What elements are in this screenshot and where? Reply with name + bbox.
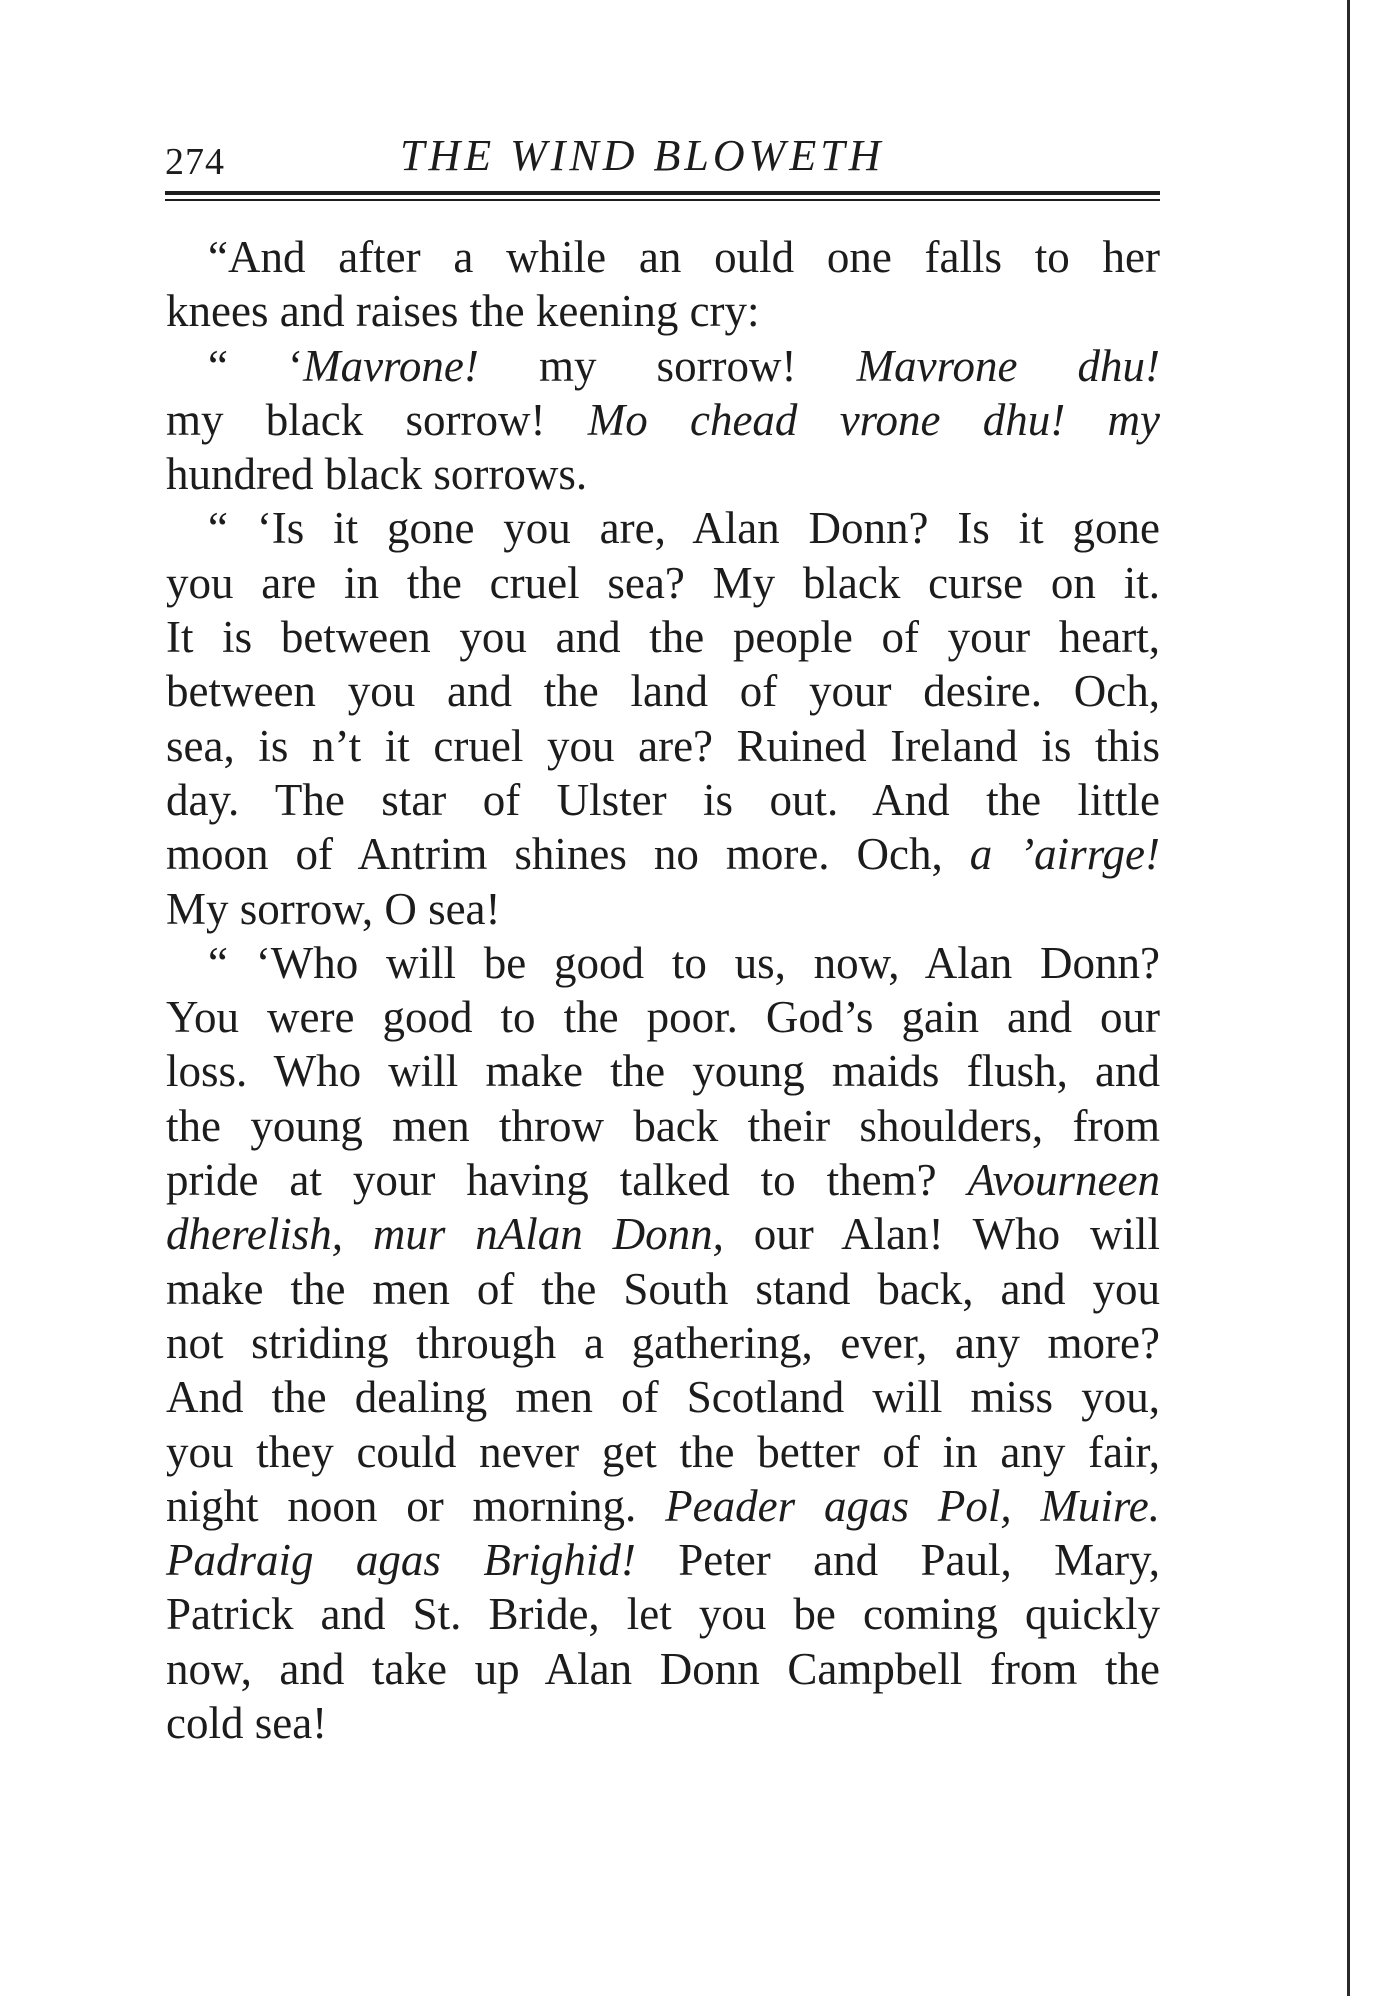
text-segment: Peter and Paul, Mary,: [635, 1535, 1160, 1586]
text-line: [166, 447, 1160, 501]
text-line: [166, 1642, 1160, 1696]
header-rule-thin: [165, 199, 1160, 201]
italic-phrase: Padraig agas Brighid!: [166, 1535, 636, 1586]
text-segment: My sorrow, O sea!: [166, 883, 501, 934]
text-segment: make the men of the South stand back, and you: [166, 1263, 1160, 1314]
text-segment: Patrick and St. Bride, let you be coming quickly: [166, 1589, 1160, 1640]
italic-phrase: Mo chead vrone dhu! my: [587, 394, 1160, 445]
text-segment: “ ‘: [208, 340, 304, 391]
text-line: [166, 1207, 1160, 1261]
text-segment: “ ‘Is it gone you are, Alan Donn? Is it gone: [208, 503, 1160, 554]
text-line: [166, 501, 1160, 555]
header-rule-thick: [165, 191, 1160, 195]
text-line: [166, 230, 1160, 284]
body-text: [166, 230, 1160, 1750]
text-segment: moon of Antrim shines no more. Och,: [166, 829, 970, 880]
text-line: [166, 1262, 1160, 1316]
text-line: [166, 1587, 1160, 1641]
text-segment: hundred black sorrows.: [166, 449, 588, 500]
italic-phrase: a ’airrge!: [969, 829, 1160, 880]
page-edge-rule: [1347, 0, 1350, 1996]
text-segment: our Alan! Who will: [723, 1209, 1160, 1260]
text-segment: pride at your having talked to them?: [166, 1155, 968, 1206]
italic-phrase: Mavrone!: [303, 340, 479, 391]
text-segment: loss. Who will make the young maids flush, and: [166, 1046, 1160, 1097]
text-line: [166, 1425, 1160, 1479]
text-line: [166, 556, 1160, 610]
italic-phrase: dherelish, mur nAlan Donn,: [166, 1209, 724, 1260]
text-segment: sea, is n’t it cruel you are? Ruined Ireland is this: [166, 720, 1160, 771]
text-line: [166, 610, 1160, 664]
page-number: 274: [165, 141, 225, 183]
text-segment: you are in the cruel sea? My black curse on it.: [166, 557, 1160, 608]
running-title: THE WIND BLOWETH: [400, 131, 885, 180]
text-segment: my black sorrow!: [166, 394, 588, 445]
text-segment: my sorrow!: [478, 340, 857, 391]
text-line: [166, 1316, 1160, 1370]
text-line: [166, 827, 1160, 881]
running-head: [165, 130, 1155, 190]
text-segment: It is between you and the people of your heart,: [166, 612, 1160, 663]
text-segment: night noon or morning.: [166, 1480, 666, 1531]
text-line: [166, 990, 1160, 1044]
text-segment: “ ‘Who will be good to us, now, Alan Donn?: [208, 937, 1160, 988]
text-line: [166, 339, 1160, 393]
text-segment: you they could never get the better of in any fair,: [166, 1426, 1160, 1477]
text-line: [166, 1099, 1160, 1153]
text-segment: You were good to the poor. God’s gain and our: [166, 992, 1160, 1043]
text-line: [166, 1153, 1160, 1207]
text-segment: “And after a while an ould one falls to her: [208, 232, 1160, 282]
text-line: [166, 1370, 1160, 1424]
italic-phrase: Peader agas Pol, Muire.: [665, 1480, 1160, 1531]
text-segment: cold sea!: [166, 1698, 328, 1749]
text-line: [166, 664, 1160, 718]
text-line: [166, 773, 1160, 827]
text-line: [166, 936, 1160, 990]
text-line: [166, 393, 1160, 447]
text-line: [166, 1479, 1160, 1533]
text-line: [166, 882, 1160, 936]
text-segment: And the dealing men of Scotland will miss you,: [166, 1372, 1160, 1423]
text-segment: between you and the land of your desire. Och,: [166, 666, 1160, 717]
text-line: [166, 719, 1160, 773]
text-segment: now, and take up Alan Donn Campbell from the: [166, 1643, 1160, 1694]
text-segment: not striding through a gathering, ever, any more?: [166, 1317, 1160, 1368]
text-segment: knees and raises the keening cry:: [166, 286, 760, 337]
text-line: [166, 1696, 1160, 1750]
text-line: [166, 284, 1160, 338]
text-segment: the young men throw back their shoulders, from: [166, 1100, 1160, 1151]
text-line: [166, 1044, 1160, 1098]
text-segment: day. The star of Ulster is out. And the little: [166, 774, 1160, 825]
text-line: [166, 1533, 1160, 1587]
italic-phrase: Avourneen: [967, 1155, 1160, 1206]
italic-phrase: Mavrone dhu!: [856, 340, 1161, 391]
